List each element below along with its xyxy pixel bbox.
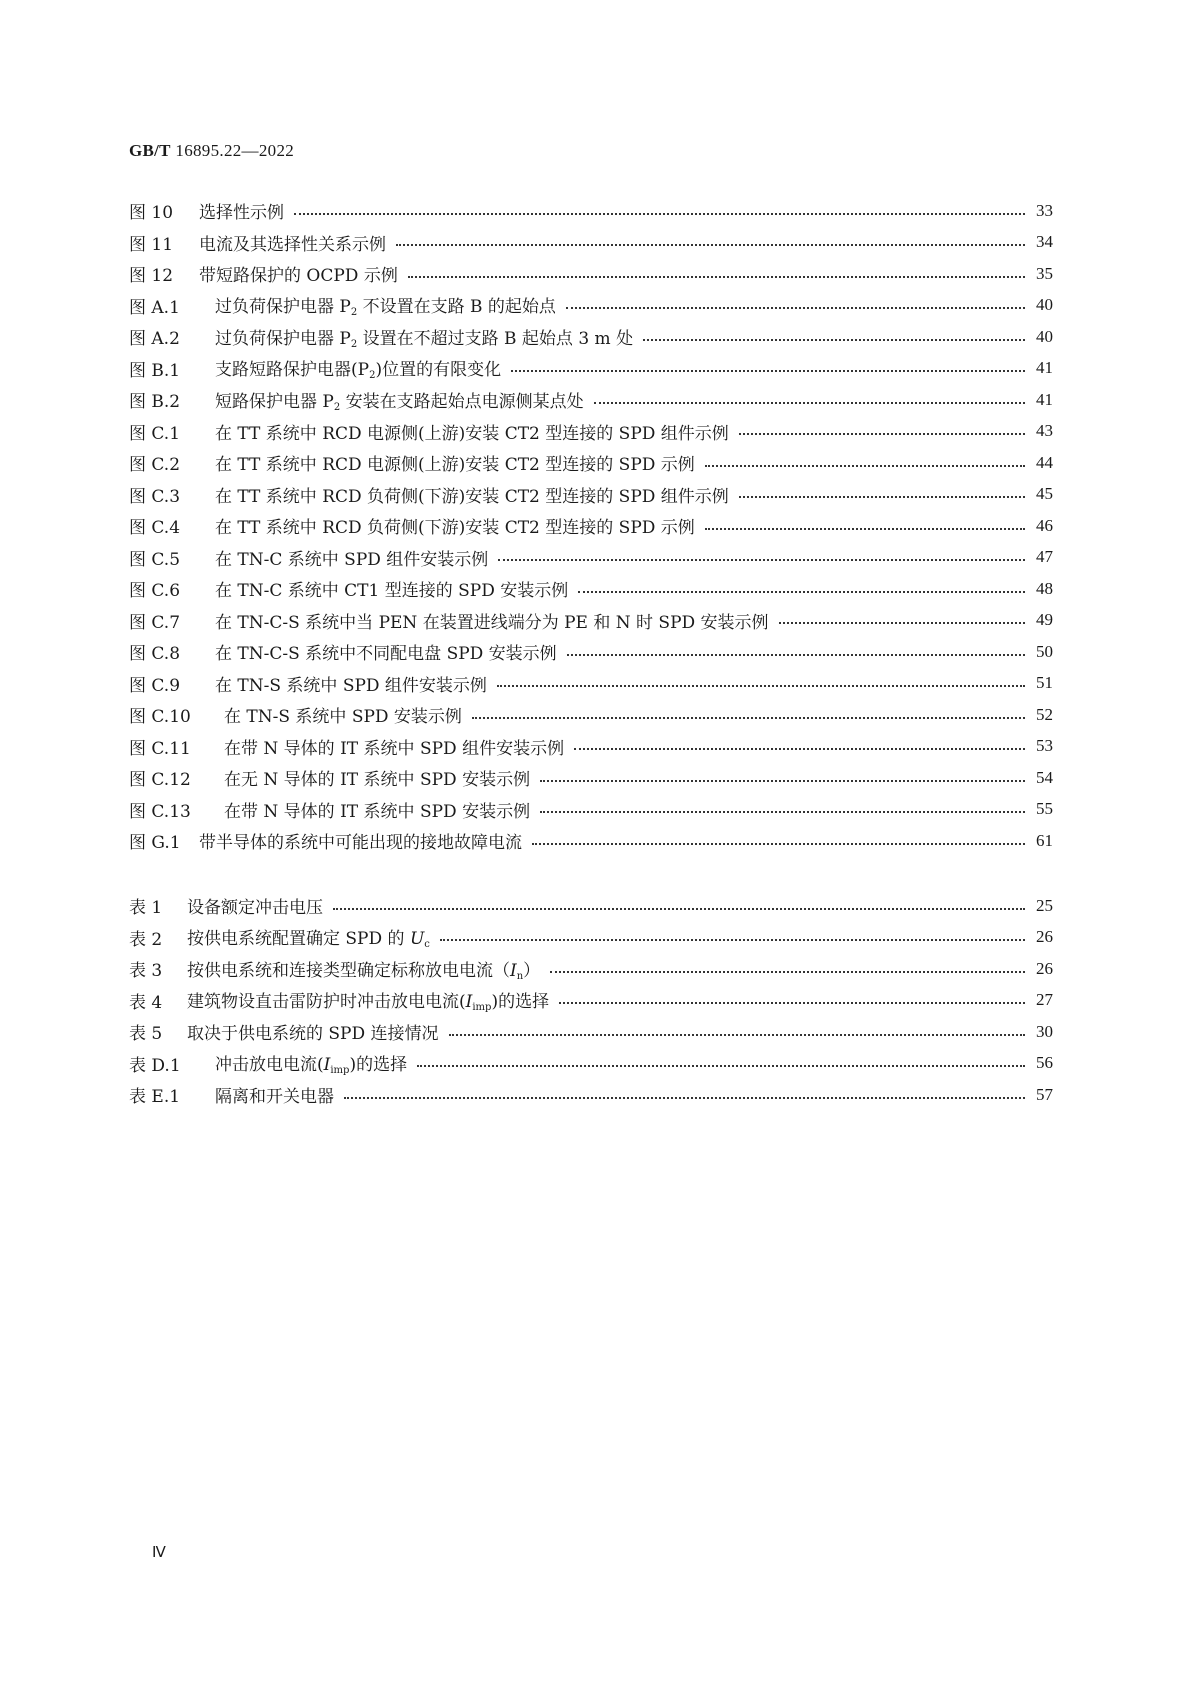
entry-page: 34 [1036, 232, 1053, 252]
toc-entry-figure[interactable] [129, 510, 1053, 542]
entry-number: 图 10 [129, 203, 174, 224]
toc-entry-table[interactable] [129, 922, 1053, 954]
toc-entry-figure[interactable] [129, 258, 1053, 290]
entry-number: 图 C.5 [129, 549, 181, 570]
entry-number: 图 C.10 [129, 707, 191, 728]
entry-page: 61 [1036, 830, 1053, 850]
entry-page: 40 [1036, 326, 1053, 346]
leader-dots [498, 559, 1025, 561]
entry-number: 表 2 [129, 929, 163, 950]
leader-dots [511, 370, 1025, 372]
entry-title: 隔离和开关电器 [215, 1087, 334, 1108]
entry-page: 41 [1036, 358, 1053, 378]
toc-entry-figure[interactable] [129, 290, 1053, 322]
toc-entry-figure[interactable] [129, 321, 1053, 353]
leader-dots [540, 811, 1025, 813]
entry-page: 57 [1036, 1084, 1053, 1104]
entry-page: 48 [1036, 578, 1053, 598]
toc-entry-figure[interactable] [129, 636, 1053, 668]
entry-title: 在 TT 系统中 RCD 电源侧(上游)安装 CT2 型连接的 SPD 组件示例 [215, 423, 729, 444]
leader-dots [294, 213, 1025, 215]
entry-number: 图 C.9 [129, 675, 181, 696]
entry-number: 图 12 [129, 266, 174, 287]
standard-number: 16895.22—2022 [175, 141, 295, 160]
entry-number: 图 C.1 [129, 423, 181, 444]
toc-entry-table[interactable] [129, 953, 1053, 985]
toc-entry-figure[interactable] [129, 384, 1053, 416]
entry-number: 表 E.1 [129, 1087, 181, 1108]
leader-dots [417, 1065, 1025, 1067]
leader-dots [440, 939, 1025, 941]
entry-number: 图 G.1 [129, 833, 181, 854]
entry-title: 在 TT 系统中 RCD 负荷侧(下游)安装 CT2 型连接的 SPD 组件示例 [215, 486, 729, 507]
toc-entry-figure[interactable] [129, 605, 1053, 637]
entry-title: 建筑物设直击雷防护时冲击放电电流$(I_{imp})$的选择 [187, 992, 550, 1014]
standard-prefix: GB/T [129, 141, 171, 160]
toc-entry-figure[interactable] [129, 731, 1053, 763]
entry-page: 35 [1036, 263, 1053, 283]
entry-number: 表 1 [129, 898, 163, 919]
leader-dots [449, 1034, 1025, 1036]
toc-entry-figure[interactable] [129, 825, 1053, 857]
toc-entry-figure[interactable] [129, 794, 1053, 826]
entry-title: 按供电系统配置确定 SPD 的 $U_c$ [187, 929, 430, 951]
entry-number: 图 C.3 [129, 486, 181, 507]
entry-number: 图 C.13 [129, 801, 191, 822]
entry-page: 45 [1036, 484, 1053, 504]
leader-dots [779, 622, 1025, 624]
entry-title: 过负荷保护电器 $P_2$ 不设置在支路 B 的起始点 [215, 297, 556, 319]
entry-number: 表 D.1 [129, 1055, 181, 1076]
figure-list [129, 195, 1053, 857]
entry-title: 在 TN-C 系统中 CT1 型连接的 SPD 安装示例 [215, 581, 569, 602]
leader-dots [578, 591, 1025, 593]
leader-dots [739, 496, 1025, 498]
entry-number: 图 B.2 [129, 392, 181, 413]
toc-entry-figure[interactable] [129, 762, 1053, 794]
leader-dots [550, 971, 1025, 973]
entry-page: 51 [1036, 673, 1053, 693]
toc-entry-figure[interactable] [129, 447, 1053, 479]
leader-dots [472, 717, 1025, 719]
toc-entry-table[interactable] [129, 1016, 1053, 1048]
entry-number: 表 5 [129, 1024, 163, 1045]
entry-title: 在 TN-C-S 系统中不同配电盘 SPD 安装示例 [215, 644, 557, 665]
leader-dots [408, 276, 1025, 278]
toc-entry-table[interactable] [129, 1048, 1053, 1080]
toc-entry-table[interactable] [129, 1079, 1053, 1111]
leader-dots [559, 1002, 1025, 1004]
toc-entry-table[interactable] [129, 890, 1053, 922]
entry-page: 44 [1036, 452, 1053, 472]
entry-page: 40 [1036, 295, 1053, 315]
entry-page: 52 [1036, 704, 1053, 724]
entry-number: 图 C.2 [129, 455, 181, 476]
entry-number: 图 C.4 [129, 518, 181, 539]
entry-title: 在 TT 系统中 RCD 电源侧(上游)安装 CT2 型连接的 SPD 示例 [215, 455, 695, 476]
entry-number: 图 A.1 [129, 297, 180, 318]
leader-dots [497, 685, 1025, 687]
leader-dots [643, 339, 1025, 341]
entry-title: 在 TN-C-S 系统中当 PEN 在装置进线端分为 PE 和 N 时 SPD 安装示例 [215, 612, 769, 633]
entry-title: 在带 N 导体的 IT 系统中 SPD 安装示例 [224, 801, 531, 822]
leader-dots [594, 402, 1025, 404]
entry-page: 54 [1036, 767, 1053, 787]
entry-page: 56 [1036, 1053, 1053, 1073]
entry-title: 在带 N 导体的 IT 系统中 SPD 组件安装示例 [224, 738, 565, 759]
entry-page: 53 [1036, 736, 1053, 756]
leader-dots [739, 433, 1025, 435]
entry-number: 图 11 [129, 234, 174, 255]
entry-page: 33 [1036, 200, 1053, 220]
entry-page: 41 [1036, 389, 1053, 409]
standard-code [129, 141, 294, 161]
entry-title: 过负荷保护电器 $P_2$ 设置在不超过支路 B 起始点 3 m 处 [215, 328, 634, 350]
entry-page: 27 [1036, 990, 1053, 1010]
leader-dots [396, 244, 1025, 246]
leader-dots [532, 843, 1025, 845]
entry-page: 49 [1036, 610, 1053, 630]
entry-title: 在 TN-S 系统中 SPD 安装示例 [224, 707, 462, 728]
entry-number: 图 C.11 [129, 738, 191, 759]
entry-number: 图 B.1 [129, 360, 181, 381]
entry-number: 图 C.7 [129, 612, 181, 633]
toc-entry-figure[interactable] [129, 353, 1053, 385]
entry-number: 表 3 [129, 961, 163, 982]
entry-number: 图 C.8 [129, 644, 181, 665]
entry-page: 43 [1036, 421, 1053, 441]
leader-dots [567, 654, 1025, 656]
entry-title: 带半导体的系统中可能出现的接地故障电流 [199, 833, 522, 854]
entry-title: 短路保护电器 $P_2$ 安装在支路起始点电源侧某点处 [215, 391, 584, 413]
entry-page: 55 [1036, 799, 1053, 819]
entry-title: 在 TN-S 系统中 SPD 组件安装示例 [215, 675, 487, 696]
entry-page: 47 [1036, 547, 1053, 567]
entry-title: 电流及其选择性关系示例 [199, 234, 386, 255]
page-number: Ⅳ [152, 1545, 166, 1561]
toc-entry-figure[interactable] [129, 416, 1053, 448]
toc-entry-table[interactable] [129, 985, 1053, 1017]
entry-title: 选择性示例 [199, 203, 284, 224]
leader-dots [705, 465, 1025, 467]
entry-title: 按供电系统和连接类型确定标称放电电流$(I_n)$ [187, 960, 541, 982]
toc-entry-figure[interactable] [129, 195, 1053, 227]
entry-title: 设备额定冲击电压 [187, 898, 323, 919]
entry-title: 取决于供电系统的 SPD 连接情况 [187, 1024, 439, 1045]
toc-entry-figure[interactable] [129, 668, 1053, 700]
entry-title: 带短路保护的 OCPD 示例 [199, 266, 398, 287]
entry-title: 在 TN-C 系统中 SPD 组件安装示例 [215, 549, 489, 570]
entry-number: 图 C.6 [129, 581, 181, 602]
entry-title: 支路短路保护电器$(P_2)$位置的有限变化 [215, 360, 502, 382]
entry-page: 46 [1036, 515, 1053, 535]
entry-number: 表 4 [129, 992, 163, 1013]
leader-dots [705, 528, 1025, 530]
entry-page: 30 [1036, 1021, 1053, 1041]
entry-page: 26 [1036, 927, 1053, 947]
entry-title: 冲击放电电流$(I_{imp})$的选择 [215, 1055, 408, 1077]
leader-dots [574, 748, 1025, 750]
entry-number: 图 C.12 [129, 770, 191, 791]
toc-entry-figure[interactable] [129, 479, 1053, 511]
entry-page: 26 [1036, 958, 1053, 978]
table-list [129, 890, 1053, 1111]
toc-entry-figure[interactable] [129, 573, 1053, 605]
leader-dots [344, 1097, 1025, 1099]
toc-entry-figure[interactable] [129, 699, 1053, 731]
leader-dots [566, 307, 1025, 309]
entry-page: 25 [1036, 895, 1053, 915]
toc-entry-figure[interactable] [129, 227, 1053, 259]
entry-title: 在 TT 系统中 RCD 负荷侧(下游)安装 CT2 型连接的 SPD 示例 [215, 518, 695, 539]
entry-page: 50 [1036, 641, 1053, 661]
toc-entry-figure[interactable] [129, 542, 1053, 574]
leader-dots [333, 908, 1025, 910]
entry-number: 图 A.2 [129, 329, 180, 350]
leader-dots [540, 780, 1025, 782]
entry-title: 在无 N 导体的 IT 系统中 SPD 安装示例 [224, 770, 531, 791]
